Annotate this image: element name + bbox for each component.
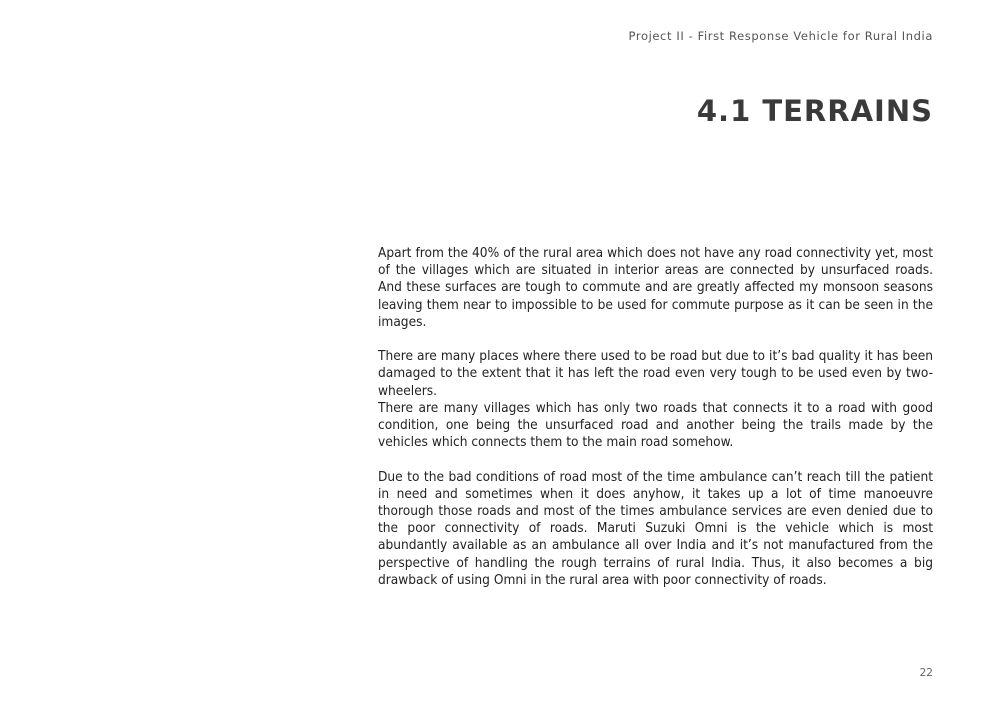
section-title: 4.1 TERRAINS xyxy=(696,94,933,128)
paragraph-damaged-roads: There are many places where there used to be road but due to it’s bad quality it has been damaged to the extent that it has left the road even very tough to be used even by two-wheelers. xyxy=(378,348,933,399)
page-number: 22 xyxy=(919,667,933,679)
running-header: Project II - First Response Vehicle for Rural India xyxy=(628,29,933,43)
paragraph-rural-connectivity: Apart from the 40% of the rural area which does not have any road connectivity yet, most of the villages which are situated in interior areas are connected by unsurfaced roads. And these surfaces are tough to commute and are greatly affected my monsoon seasons leaving them near to impossible to be used for commute purpose as it can be seen in the images. xyxy=(378,245,933,330)
body-text xyxy=(378,245,933,589)
paragraph-ambulance-access: Due to the bad conditions of road most of the time ambulance can’t reach till the patient in need and sometimes when it does anyhow, it takes up a lot of time manoeuvre thorough those roads and most of the times ambulance services are even denied due to the poor connectivity of roads. Maruti Suzuki Omni is the vehicle which is most abundantly available as an ambulance all over India and it’s not manufactured from the perspective of handling the rough terrains of rural India. Thus, it also becomes a big drawback of using Omni in the rural area with poor connectivity of roads. xyxy=(378,468,933,588)
paragraph-two-roads: There are many villages which has only two roads that connects it to a road with good condition, one being the unsurfaced road and another being the trails made by the vehicles which connects them to the main road somehow. xyxy=(378,399,933,451)
